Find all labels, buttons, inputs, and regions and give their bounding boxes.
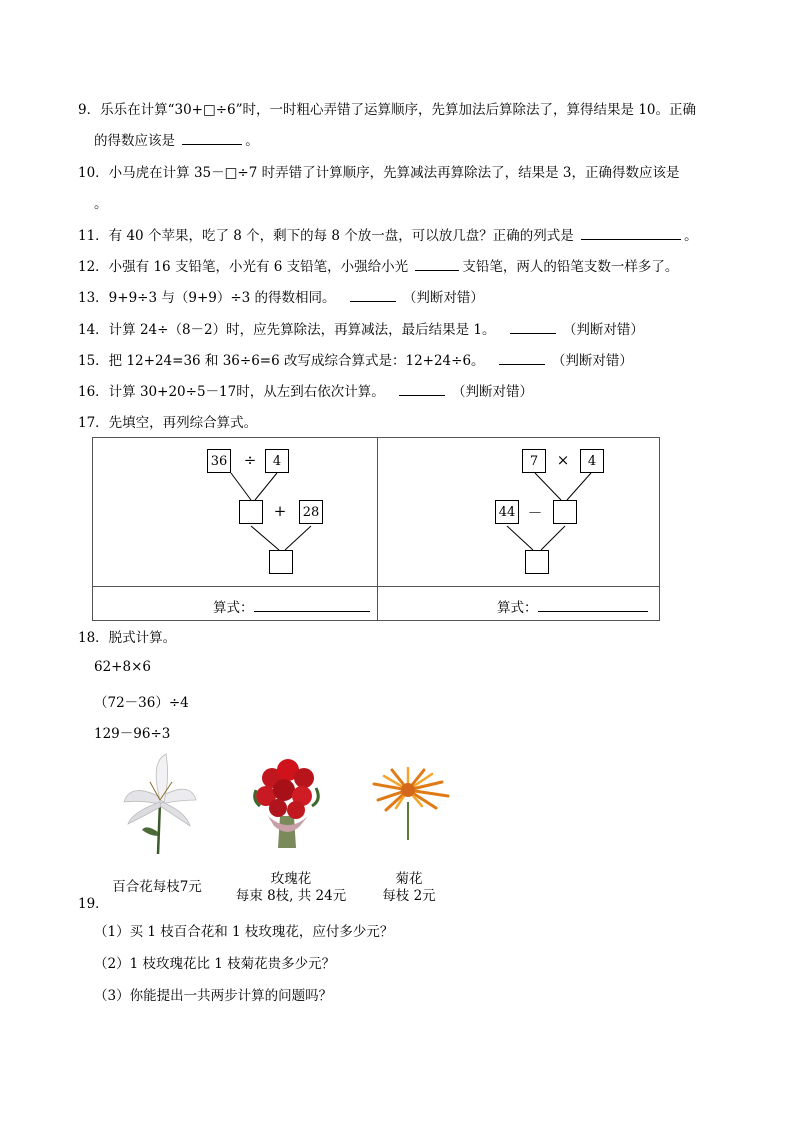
rose-bouquet-image (250, 756, 324, 850)
number-box: 28 (299, 500, 323, 524)
chrysanthemum-price: 每枝 2元 (382, 888, 436, 904)
judge-hint: （判断对错） (562, 322, 644, 338)
chrysanthemum-image (366, 766, 456, 842)
chrysanthemum-caption (364, 871, 454, 905)
answer-blank[interactable] (581, 226, 681, 240)
answer-blank[interactable] (499, 351, 545, 365)
answer-blank[interactable] (254, 598, 370, 612)
question-12-text-a: 12．小强有 16 支铅笔，小光有 6 支铅笔，小强给小光 (78, 259, 409, 275)
question-15 (78, 351, 633, 371)
lily-image (120, 752, 200, 856)
plus-operator: + (273, 502, 287, 520)
question-11 (78, 226, 698, 246)
question-12-text-b: 支铅笔，两人的铅笔支数一样多了。 (462, 259, 679, 275)
judge-hint: （判断对错） (452, 384, 534, 400)
formula-label: 算式： (497, 600, 538, 616)
answer-blank[interactable] (538, 598, 648, 612)
judge-hint: （判断对错） (551, 353, 633, 369)
minus-operator: － (527, 504, 543, 522)
answer-blank[interactable] (510, 320, 556, 334)
number-box: 7 (522, 449, 546, 473)
number-box: 36 (207, 449, 231, 473)
number-box: 4 (265, 449, 289, 473)
question-19-sub-3: （3）你能提出一共两步计算的问题吗？ (94, 988, 333, 1004)
question-14 (78, 320, 644, 340)
calculation-tree-table (92, 437, 660, 621)
question-10-line1: 10．小马虎在计算 35－□÷7 时弄错了计算顺序，先算减法再算除法了，结果是 3，正确得数应该是 (78, 165, 680, 181)
rose-caption (226, 871, 356, 905)
table-divider (93, 586, 660, 587)
number-box: 4 (580, 449, 604, 473)
rose-name: 玫瑰花 (270, 871, 312, 887)
question-14-text: 14．计算 24÷（8－2）时，应先算除法，再算减法，最后结果是 1。 (78, 322, 496, 338)
question-19-sub-2: （2）1 枝玫瑰花比 1 枝菊花贵多少元？ (94, 956, 336, 972)
question-16 (78, 382, 533, 402)
question-19-number: 19． (78, 896, 109, 912)
multiply-operator: × (556, 451, 570, 469)
divide-operator: ÷ (243, 451, 257, 469)
formula-left (213, 596, 370, 616)
formula-right (497, 596, 648, 616)
punct: 。 (684, 228, 698, 244)
number-box: 44 (495, 500, 519, 524)
lily-caption: 百合花每枝7元 (112, 879, 202, 895)
question-9-line2 (94, 131, 259, 151)
question-10-line2: 。 (94, 196, 108, 212)
answer-blank[interactable] (399, 382, 445, 396)
question-16-text: 16．计算 30+20÷5－17时，从左到右依次计算。 (78, 384, 385, 400)
question-11-text: 11．有 40 个苹果，吃了 8 个，剩下的每 8 个放一盘，可以放几盘？正确的列式是 (78, 228, 574, 244)
question-13-text: 13．9+9÷3 与（9+9）÷3 的得数相同。 (78, 290, 336, 306)
question-12 (78, 257, 678, 277)
calc-item-1: 62+8×6 (94, 659, 151, 675)
answer-box[interactable] (553, 500, 577, 524)
rose-price: 每束 8枝, 共 24元 (235, 888, 347, 904)
answer-blank[interactable] (415, 257, 459, 271)
question-15-text: 15．把 12+24=36 和 36÷6=6 改写成综合算式是：12+24÷6。 (78, 353, 485, 369)
question-13 (78, 288, 484, 308)
chrysanthemum-name: 菊花 (395, 871, 423, 887)
formula-label: 算式： (213, 600, 254, 616)
calc-item-3: 129－96÷3 (94, 726, 171, 742)
answer-box[interactable] (525, 550, 549, 574)
judge-hint: （判断对错） (402, 290, 484, 306)
calc-item-2: （72－36）÷4 (94, 695, 189, 711)
question-9-line1: 9．乐乐在计算“30+□÷6”时，一时粗心弄错了运算顺序，先算加法后算除法了，算得结果是 10。正确 (78, 102, 697, 118)
question-9-text: 的得数应该是 (94, 133, 175, 149)
question-17: 17．先填空，再列综合算式。 (78, 415, 258, 431)
punct: 。 (245, 133, 259, 149)
answer-blank[interactable] (182, 131, 242, 145)
question-18: 18．脱式计算。 (78, 630, 177, 646)
question-19-sub-1: （1）买 1 枝百合花和 1 枝玫瑰花，应付多少元？ (94, 924, 394, 940)
answer-blank[interactable] (350, 288, 396, 302)
